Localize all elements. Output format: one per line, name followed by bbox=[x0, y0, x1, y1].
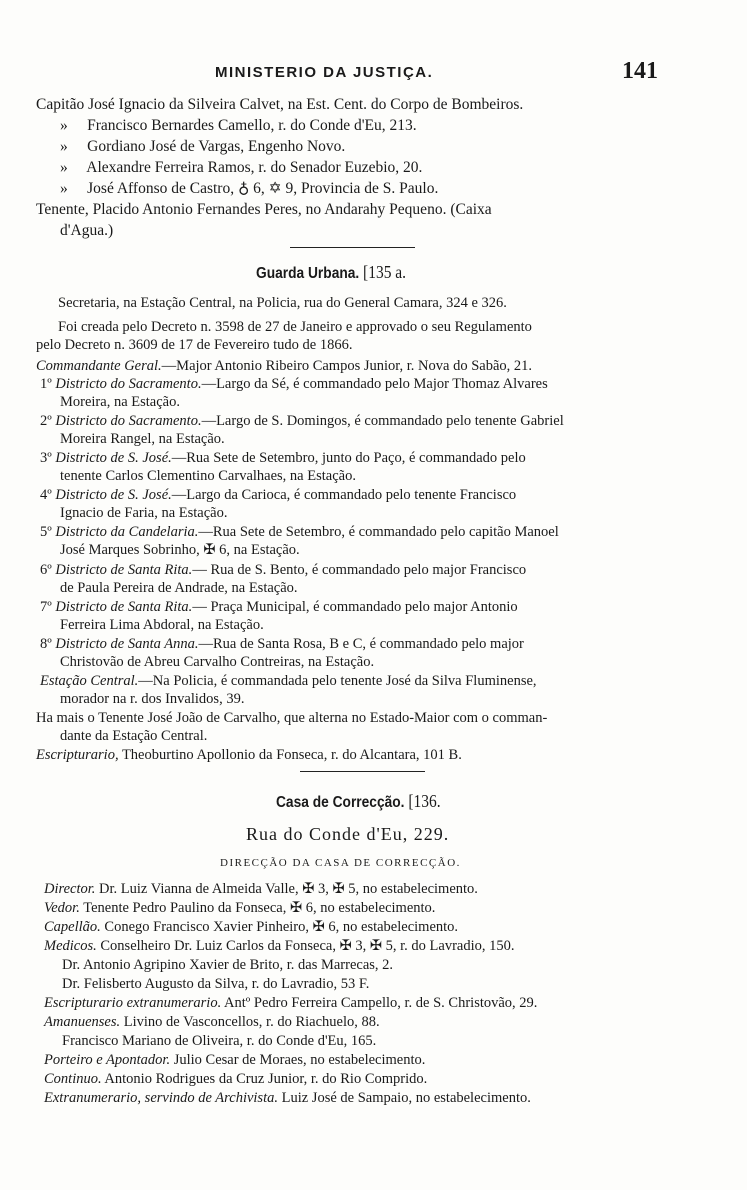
entry-commandante-geral: Commandante Geral.—Major Antonio Ribeiro Campos Junior, r. Nova do Sabão, 21. bbox=[36, 358, 533, 374]
entry-districto-8: 8º Districto de Santa Anna.—Rua de Santa Rosa, B e C, é commandado pelo major bbox=[40, 636, 524, 652]
page-header bbox=[0, 60, 747, 88]
entry-estacao-central-cont: morador na r. dos Invalidos, 39. bbox=[60, 691, 245, 707]
bombeiros-line: » Alexandre Ferreira Ramos, r. do Senador Euzebio, 20. bbox=[60, 159, 423, 176]
entry-districto-5: 5º Districto da Candelaria.—Rua Sete de Setembro, é commandado pelo capitão Manoel bbox=[40, 524, 559, 540]
guarda-intro-line: pelo Decreto n. 3609 de 17 de Fevereiro tudo de 1866. bbox=[36, 337, 353, 353]
bombeiros-line: Tenente, Placido Antonio Fernandes Peres, no Andarahy Pequeno. (Caixa bbox=[36, 201, 492, 218]
bombeiros-line: » Gordiano José de Vargas, Engenho Novo. bbox=[60, 138, 346, 155]
entry-districto-6: 6º Districto de Santa Rita.— Rua de S. Bento, é commandado pelo major Francisco bbox=[40, 562, 527, 578]
guarda-note-line: dante da Estação Central. bbox=[60, 728, 208, 744]
staff-line: Continuo. Antonio Rodrigues da Cruz Junior, r. do Rio Comprido. bbox=[44, 1071, 428, 1087]
staff-line: Extranumerario, servindo de Archivista. Luiz José de Sampaio, no estabelecimento. bbox=[44, 1090, 531, 1106]
entry-estacao-central: Estação Central.—Na Policia, é commandada pelo tenente José da Silva Fluminense, bbox=[40, 673, 537, 689]
guarda-intro-line: Secretaria, na Estação Central, na Policia, rua do General Camara, 324 e 326. bbox=[58, 295, 507, 311]
bombeiros-line: » Francisco Bernardes Camello, r. do Conde d'Eu, 213. bbox=[60, 117, 417, 134]
entry-districto-7: 7º Districto de Santa Rita.— Praça Municipal, é commandado pelo major Antonio bbox=[40, 599, 518, 615]
staff-line: Medicos. Conselheiro Dr. Luiz Carlos da Fonseca, ✠ 3, ✠ 5, r. do Lavradio, 150. bbox=[44, 938, 515, 954]
staff-line: Amanuenses. Livino de Vasconcellos, r. do Riachuelo, 88. bbox=[44, 1014, 380, 1030]
entry-districto-2-cont: Moreira Rangel, na Estação. bbox=[60, 431, 225, 447]
section-divider bbox=[300, 771, 425, 772]
staff-line: Francisco Mariano de Oliveira, r. do Conde d'Eu, 165. bbox=[62, 1033, 377, 1049]
bombeiros-line: Capitão José Ignacio da Silveira Calvet, na Est. Cent. do Corpo de Bombeiros. bbox=[36, 96, 524, 113]
entry-districto-3: 3º Districto de S. José.—Rua Sete de Setembro, junto do Paço, é commandado pelo bbox=[40, 450, 526, 466]
section-address: Rua do Conde d'Eu, 229. bbox=[246, 824, 450, 844]
section-title-casa-correccao bbox=[276, 791, 441, 812]
entry-districto-8-cont: Christovão de Abreu Carvalho Contreiras, na Estação. bbox=[60, 654, 375, 670]
bombeiros-line: » José Affonso de Castro, ♁ 6, ✡ 9, Provincia de S. Paulo. bbox=[60, 180, 439, 197]
section-subtitle: DIRECÇÃO DA CASA DE CORRECÇÃO. bbox=[220, 857, 461, 869]
section-number: [136. bbox=[408, 791, 441, 811]
entry-escripturario: Escripturario, Theoburtino Apollonio da Fonseca, r. do Alcantara, 101 B. bbox=[36, 747, 462, 763]
running-title: MINISTERIO DA JUSTIÇA. bbox=[215, 64, 434, 81]
page-number: 141 bbox=[622, 58, 658, 84]
section-title: Casa de Correcção. bbox=[276, 794, 405, 811]
entry-districto-1: 1º Districto do Sacramento.—Largo da Sé, é commandado pelo Major Thomaz Alvares bbox=[40, 376, 548, 392]
section-title: Guarda Urbana. bbox=[256, 265, 360, 282]
guarda-intro-line: Foi creada pelo Decreto n. 3598 de 27 de Janeiro e approvado o seu Regulamento bbox=[58, 319, 532, 335]
entry-districto-2: 2º Districto do Sacramento.—Largo de S. Domingos, é commandado pelo tenente Gabriel bbox=[40, 413, 564, 429]
staff-line: Vedor. Tenente Pedro Paulino da Fonseca, ✠ 6, no estabelecimento. bbox=[44, 900, 436, 916]
staff-line: Capellão. Conego Francisco Xavier Pinheiro, ✠ 6, no estabelecimento. bbox=[44, 919, 459, 935]
staff-line: Porteiro e Apontador. Julio Cesar de Moraes, no estabelecimento. bbox=[44, 1052, 426, 1068]
entry-districto-1-cont: Moreira, na Estação. bbox=[60, 394, 180, 410]
staff-line: Dr. Antonio Agripino Xavier de Brito, r. das Marrecas, 2. bbox=[62, 957, 394, 973]
section-title-guarda-urbana bbox=[256, 262, 406, 283]
entry-districto-6-cont: de Paula Pereira de Andrade, na Estação. bbox=[60, 580, 298, 596]
section-number: [135 a. bbox=[363, 262, 407, 282]
entry-districto-3-cont: tenente Carlos Clementino Carvalhaes, na Estação. bbox=[60, 468, 356, 484]
section-divider bbox=[290, 247, 415, 248]
staff-line: Escripturario extranumerario. Antº Pedro Ferreira Campello, r. de S. Christovão, 29. bbox=[44, 995, 538, 1011]
entry-districto-4-cont: Ignacio de Faria, na Estação. bbox=[60, 505, 228, 521]
staff-line: Dr. Felisberto Augusto da Silva, r. do Lavradio, 53 F. bbox=[62, 976, 370, 992]
entry-districto-7-cont: Ferreira Lima Abdoral, na Estação. bbox=[60, 617, 264, 633]
entry-districto-5-cont: José Marques Sobrinho, ✠ 6, na Estação. bbox=[60, 542, 300, 558]
staff-line: Director. Dr. Luiz Vianna de Almeida Valle, ✠ 3, ✠ 5, no estabelecimento. bbox=[44, 881, 478, 897]
bombeiros-line: d'Agua.) bbox=[60, 222, 114, 239]
guarda-note-line: Ha mais o Tenente José João de Carvalho, que alterna no Estado-Maior com o comman- bbox=[36, 710, 548, 726]
entry-districto-4: 4º Districto de S. José.—Largo da Carioca, é commandado pelo tenente Francisco bbox=[40, 487, 517, 503]
